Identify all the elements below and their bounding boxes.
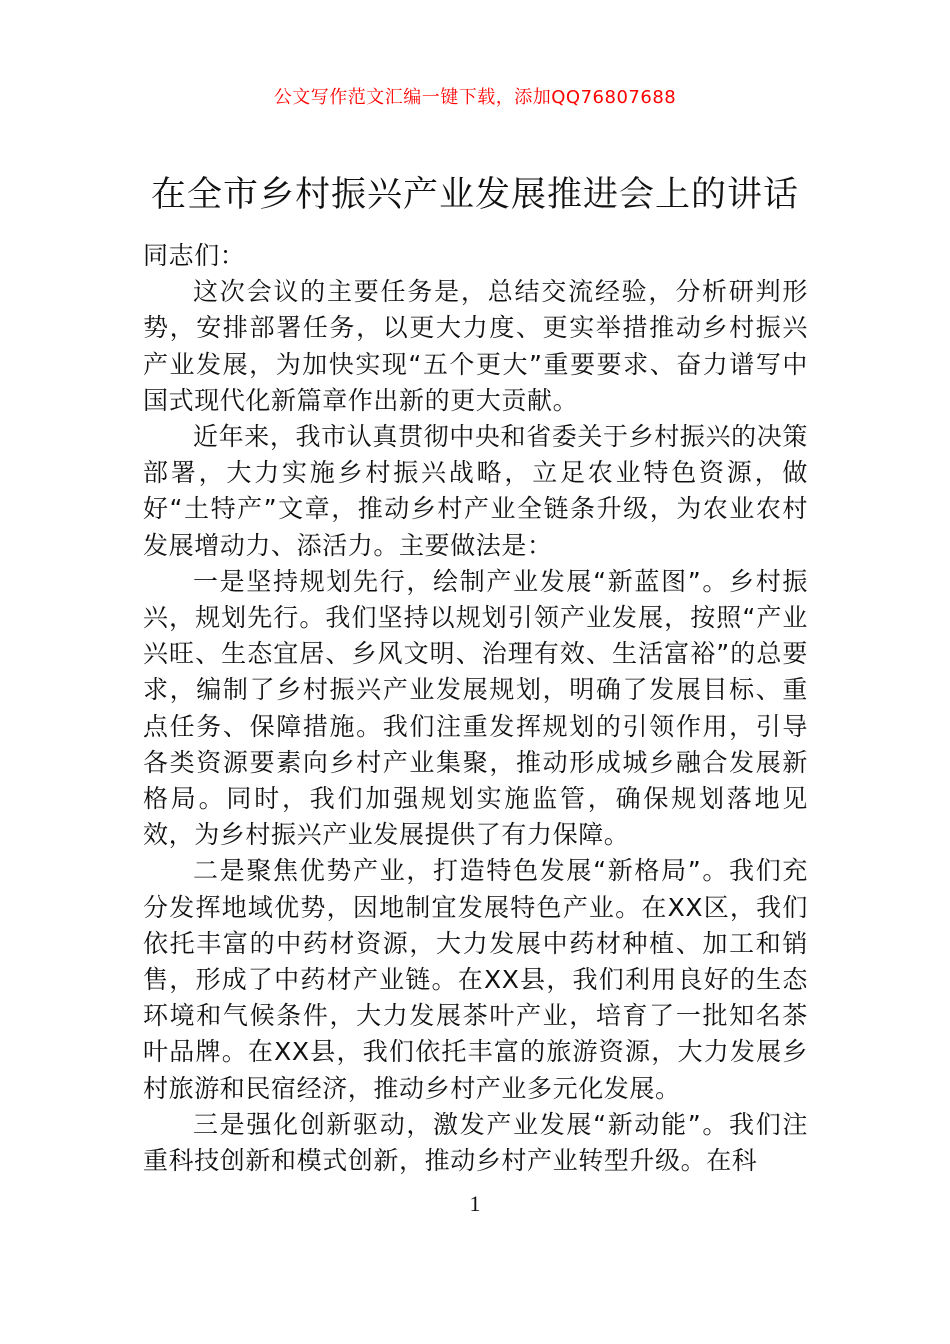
paragraph: 二是聚焦优势产业，打造特色发展“新格局”。我们充分发挥地域优势，因地制宜发展特色产业。在XX区，我们依托丰富的中药材资源，大力发展中药材种植、加工和销售，形成了中药材产业链。在XX县，我们利用良好的生态环境和气候条件，大力发展茶叶产业，培育了一批知名茶叶品牌。在XX县，我们依托丰富的旅游资源，大力发展乡村旅游和民宿经济，推动乡村产业多元化发展。 xyxy=(143,856,808,1103)
document-body xyxy=(143,238,808,1179)
salutation: 同志们： xyxy=(143,241,246,270)
paragraph: 这次会议的主要任务是，总结交流经验，分析研判形势，安排部署任务，以更大力度、更实举措推动乡村振兴产业发展，为加快实现“五个更大”重要要求、奋力谱写中国式现代化新篇章作出新的更大贡献。 xyxy=(143,277,808,415)
page-number: 1 xyxy=(469,1191,481,1216)
paragraph: 近年来，我市认真贯彻中央和省委关于乡村振兴的决策部署，大力实施乡村振兴战略，立足农业特色资源，做好“土特产”文章，推动乡村产业全链条升级，为农业农村发展增动力、添活力。主要做法是： xyxy=(143,422,808,560)
header-note: 公文写作范文汇编一键下载，添加QQ76807688 xyxy=(273,87,677,108)
paragraph: 三是强化创新驱动，激发产业发展“新动能”。我们注重科技创新和模式创新，推动乡村产业转型升级。在科 xyxy=(143,1109,808,1176)
paragraph: 一是坚持规划先行，绘制产业发展“新蓝图”。乡村振兴，规划先行。我们坚持以规划引领产业发展，按照“产业兴旺、生态宜居、乡风文明、治理有效、生活富裕”的总要求，编制了乡村振兴产业发展规划，明确了发展目标、重点任务、保障措施。我们注重发挥规划的引领作用，引导各类资源要素向乡村产业集聚，推动形成城乡融合发展新格局。同时，我们加强规划实施监管，确保规划落地见效，为乡村振兴产业发展提供了有力保障。 xyxy=(143,566,808,850)
page-title: 在全市乡村振兴产业发展推进会上的讲话 xyxy=(150,175,799,215)
